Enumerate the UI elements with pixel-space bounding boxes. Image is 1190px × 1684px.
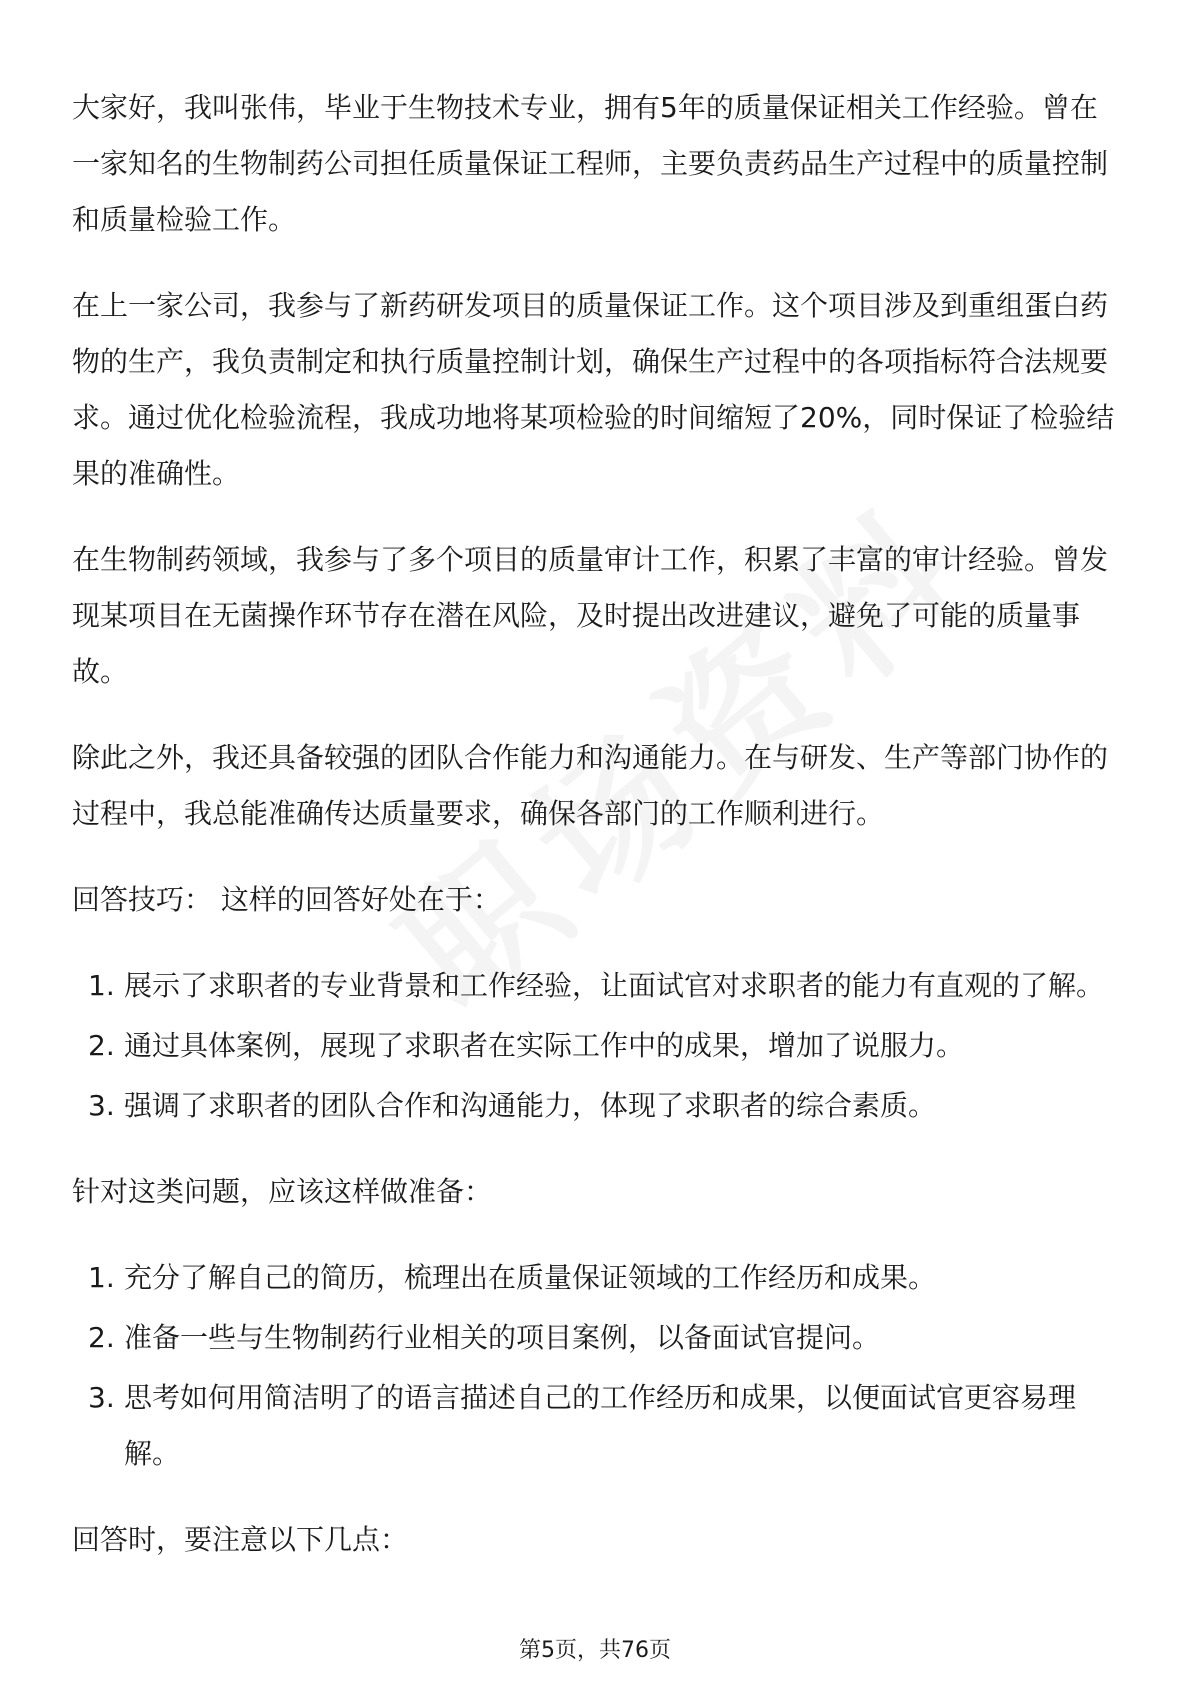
list-item [72,1370,1122,1482]
list-number: 3. [88,1089,115,1122]
list-number: 1. [88,1261,115,1294]
tips-list [72,958,1122,1134]
list-item-text: 思考如何用简洁明了的语言描述自己的工作经历和成果，以便面试官更容易理解。 [124,1381,1077,1470]
paragraph-teamwork: 除此之外，我还具备较强的团队合作能力和沟通能力。在与研发、生产等部门协作的过程中，我总能准确传达质量要求，确保各部门的工作顺利进行。 [72,741,1109,830]
page-footer: 第5页，共76页 [519,1638,671,1663]
list-item [72,1078,1122,1134]
paragraph-audit: 在生物制药领域，我参与了多个项目的质量审计工作，积累了丰富的审计经验。曾发现某项目在无菌操作环节存在潜在风险，及时提出改进建议，避免了可能的质量事故。 [72,543,1109,688]
list-item [72,958,1122,1014]
list-item-text: 通过具体案例，展现了求职者在实际工作中的成果，增加了说服力。 [124,1029,965,1062]
prep-list [72,1250,1122,1482]
document-body [72,80,1122,1598]
list-item [72,1250,1122,1306]
paragraph-intro: 大家好，我叫张伟，毕业于生物技术专业，拥有5年的质量保证相关工作经验。曾在一家知名的生物制药公司担任质量保证工程师，主要负责药品生产过程中的质量控制和质量检验工作。 [72,91,1109,236]
list-number: 1. [88,969,115,1002]
prep-heading: 针对这类问题，应该这样做准备： [72,1175,493,1208]
list-item [72,1310,1122,1366]
tips-heading: 回答技巧： 这样的回答好处在于： [72,883,501,916]
list-number: 2. [88,1321,115,1354]
final-heading: 回答时，要注意以下几点： [72,1523,409,1556]
list-item-text: 充分了解自己的简历，梳理出在质量保证领域的工作经历和成果。 [124,1261,937,1294]
list-number: 3. [88,1381,115,1414]
list-item-text: 强调了求职者的团队合作和沟通能力，体现了求职者的综合素质。 [124,1089,937,1122]
list-item-text: 准备一些与生物制药行业相关的项目案例，以备面试官提问。 [124,1321,881,1354]
paragraph-project: 在上一家公司，我参与了新药研发项目的质量保证工作。这个项目涉及到重组蛋白药物的生产，我负责制定和执行质量控制计划，确保生产过程中的各项指标符合法规要求。通过优化检验流程，我成功地将某项检验的时间缩短了20%，同时保证了检验结果的准确性。 [72,289,1115,490]
list-number: 2. [88,1029,115,1062]
list-item [72,1018,1122,1074]
list-item-text: 展示了求职者的专业背景和工作经验，让面试官对求职者的能力有直观的了解。 [124,969,1105,1002]
